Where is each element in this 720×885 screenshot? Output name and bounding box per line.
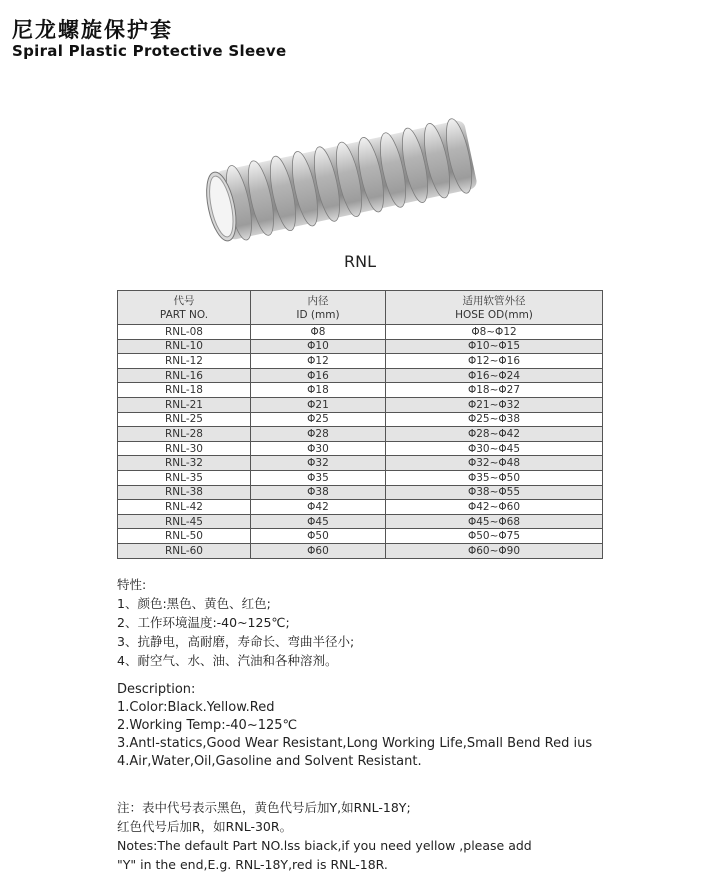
features-cn-item: 1、颜色:黑色、黄色、红色; [117, 596, 271, 611]
column-header-hose-od: 适用软管外径 HOSE OD(mm) [386, 291, 603, 325]
notes-line: Notes:The default Part NO.lss biack,if you need yellow ,please add [117, 838, 532, 853]
spec-table [117, 290, 603, 559]
cell-id: Φ10 [251, 339, 386, 354]
description-item: 3.Antl-statics,Good Wear Resistant,Long Working Life,Small Bend Red ius [117, 736, 593, 751]
cell-part-no: RNL-25 [118, 412, 251, 427]
table-row [118, 427, 603, 442]
table-row [118, 339, 603, 354]
table-row [118, 383, 603, 398]
cell-part-no: RNL-60 [118, 543, 251, 558]
page-title-en: Spiral Plastic Protective Sleeve [12, 42, 287, 60]
cell-hose-od: Φ21~Φ32 [386, 397, 603, 412]
cell-hose-od: Φ32~Φ48 [386, 456, 603, 471]
cell-hose-od: Φ42~Φ60 [386, 500, 603, 515]
cell-hose-od: Φ38~Φ55 [386, 485, 603, 500]
table-row [118, 470, 603, 485]
table-row [118, 397, 603, 412]
cell-hose-od: Φ12~Φ16 [386, 354, 603, 369]
cell-part-no: RNL-50 [118, 529, 251, 544]
cell-hose-od: Φ28~Φ42 [386, 427, 603, 442]
cell-part-no: RNL-21 [118, 397, 251, 412]
description-title: Description: [117, 682, 196, 697]
table-row [118, 485, 603, 500]
cell-id: Φ18 [251, 383, 386, 398]
cell-part-no: RNL-28 [118, 427, 251, 442]
cell-part-no: RNL-08 [118, 325, 251, 340]
spiral-sleeve-image [196, 108, 486, 248]
cell-id: Φ38 [251, 485, 386, 500]
table-row [118, 456, 603, 471]
features-cn-item: 4、耐空气、水、油、汽油和各种溶剂。 [117, 653, 338, 668]
cell-hose-od: Φ10~Φ15 [386, 339, 603, 354]
cell-hose-od: Φ8~Φ12 [386, 325, 603, 340]
cell-hose-od: Φ60~Φ90 [386, 543, 603, 558]
cell-hose-od: Φ18~Φ27 [386, 383, 603, 398]
cell-hose-od: Φ16~Φ24 [386, 368, 603, 383]
cell-hose-od: Φ25~Φ38 [386, 412, 603, 427]
cell-part-no: RNL-16 [118, 368, 251, 383]
cell-id: Φ42 [251, 500, 386, 515]
table-row [118, 325, 603, 340]
table-row [118, 529, 603, 544]
product-label: RNL [344, 252, 376, 271]
cell-id: Φ50 [251, 529, 386, 544]
cell-id: Φ35 [251, 470, 386, 485]
cell-part-no: RNL-32 [118, 456, 251, 471]
cell-id: Φ60 [251, 543, 386, 558]
cell-part-no: RNL-38 [118, 485, 251, 500]
notes-line: 注：表中代号表示黑色，黄色代号后加Y,如RNL-18Y; [117, 800, 411, 815]
table-row [118, 368, 603, 383]
cell-part-no: RNL-12 [118, 354, 251, 369]
table-row [118, 514, 603, 529]
cell-id: Φ21 [251, 397, 386, 412]
cell-id: Φ45 [251, 514, 386, 529]
cell-id: Φ30 [251, 441, 386, 456]
cell-part-no: RNL-18 [118, 383, 251, 398]
table-row [118, 412, 603, 427]
notes [117, 798, 532, 874]
cell-hose-od: Φ30~Φ45 [386, 441, 603, 456]
table-row [118, 500, 603, 515]
description-en [117, 681, 592, 771]
cell-id: Φ32 [251, 456, 386, 471]
column-header-part-no: 代号 PART NO. [118, 291, 251, 325]
column-header-id: 内径 ID (mm) [251, 291, 386, 325]
page-title-cn: 尼龙螺旋保护套 [12, 18, 173, 42]
cell-part-no: RNL-30 [118, 441, 251, 456]
features-cn-item: 3、抗静电，高耐磨，寿命长、弯曲半径小; [117, 634, 355, 649]
cell-id: Φ16 [251, 368, 386, 383]
notes-line: 红色代号后加R，如RNL-30R。 [117, 819, 293, 834]
cell-id: Φ8 [251, 325, 386, 340]
features-cn [117, 575, 354, 670]
cell-part-no: RNL-42 [118, 500, 251, 515]
description-item: 4.Air,Water,Oil,Gasoline and Solvent Resistant. [117, 754, 422, 769]
cell-part-no: RNL-35 [118, 470, 251, 485]
cell-part-no: RNL-10 [118, 339, 251, 354]
table-row [118, 543, 603, 558]
cell-part-no: RNL-45 [118, 514, 251, 529]
features-cn-item: 2、工作环境温度:-40~125℃; [117, 615, 290, 630]
features-cn-title: 特性: [117, 577, 147, 592]
cell-id: Φ25 [251, 412, 386, 427]
cell-id: Φ12 [251, 354, 386, 369]
table-row [118, 441, 603, 456]
table-header-row [118, 291, 603, 325]
description-item: 2.Working Temp:-40~125℃ [117, 718, 298, 733]
cell-id: Φ28 [251, 427, 386, 442]
table-row [118, 354, 603, 369]
cell-hose-od: Φ45~Φ68 [386, 514, 603, 529]
cell-hose-od: Φ35~Φ50 [386, 470, 603, 485]
cell-hose-od: Φ50~Φ75 [386, 529, 603, 544]
notes-line: "Y" in the end,E.g. RNL-18Y,red is RNL-18R. [117, 857, 388, 872]
description-item: 1.Color:Black.Yellow.Red [117, 700, 275, 715]
